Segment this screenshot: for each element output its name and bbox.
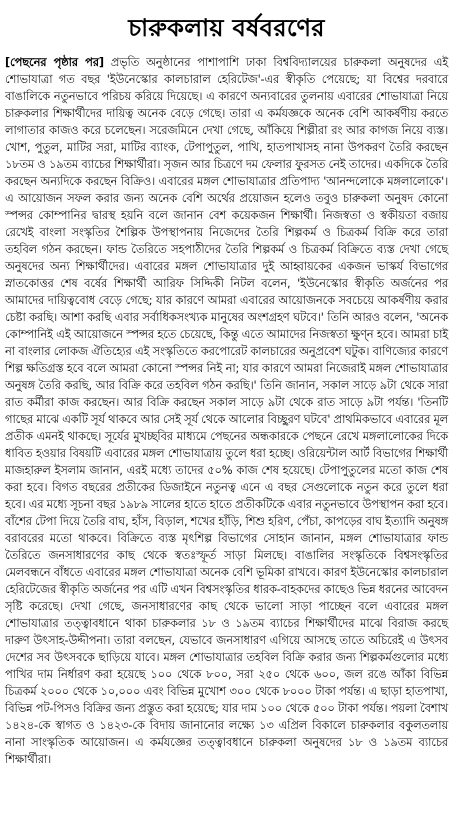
continuation-kicker: [পেছনের পৃষ্ঠার পর] xyxy=(5,55,104,69)
article-body-text: প্রভৃতি অনুষ্ঠানের পাশাপাশি ঢাকা বিশ্ববিদ্যালয়ের চারুকলা অনুষদের এই শোভাযাত্রা গত বছর 'ইউনেস্কোর কালচারাল হেরিটেজ'-এর স্বীকৃতি পেয়েছে; যা বিশ্বের দরবারে বাঙালিকে নতুনভাবে পরিচয় করিয়ে দিয়েছে। এ কারণে অন্যবারের তুলনায় এবারের শোভাযাত্রা নিয়ে চারুকলার শিক্ষার্থীদের দায়িত্ব অনেক বেড়ে গেছে। তারা এ কর্মযজ্ঞকে অনেক বেশি আকর্ষণীয় করতে লাগাতার কাজও করে চলেছেন। সরেজমিনে দেখা গেছে, আঁকিয়ে শিল্পীরা রং আর কাগজ নিয়ে ব্যস্ত। খোশ, পুতুল, মাটির সরা, মাটির ব্যাংক, টেপাপুতুল, পাখি, হাতপাখাসহ নানা উপকরণ তৈরি করছেন ১৮তম ও ১৯তম ব্যাচের শিক্ষার্থীরা। সৃজন আর চিত্রণে দম ফেলার ফুরসত নেই তাদের। একদিকে তৈরি করছেন অন্যদিকে করছেন বিক্রিও। এবারের মঙ্গল শোভাযাত্রার প্রতিপাদ্য 'আনন্দলোকে মঙ্গলালোকে'। এ আয়োজন সফল করার জন্য অনেক বেশি অর্থের প্রয়োজন হলেও তবুও চারুকলা অনুষদ কোনো স্পন্সর কোম্পানির দ্বারস্থ হয়নি বলে জানান বেশ কয়েকজন শিক্ষার্থী। নিজস্বতা ও স্বকীয়তা বজায় রেখেই বাংলা সংস্কৃতির শৈল্পিক উপস্থাপনায় নিজেদের তৈরি শিল্পকর্ম ও চিত্রকর্ম বিক্রি করে তারা তহবিল গঠন করছেন। ফান্ড তৈরিতে সহপাঠীদের তৈরি শিল্পকর্ম ও চিত্রকর্ম বিক্রিতে ব্যস্ত দেখা গেছে অনুষদের অন্য শিক্ষার্থীদের। এবারের মঙ্গল শোভাযাত্রার দুই আহ্বায়কের একজন ভাস্কর্য বিভাগের স্নাতকোত্তর শেষ বর্ষের শিক্ষার্থী আরিফ সিদ্দিকী নিটল বলেন, 'ইউনেস্কোর স্বীকৃতি অর্জনের পর আমাদের দায়িত্ববোধ বেড়ে গেছে; যার কারণে আমরা এবারের আয়োজনকে সবচেয়ে আকর্ষণীয় করার চেষ্টা করছি। আশা করছি এবার সর্বাধিকসংখ্যক মানুষের অংশগ্রহণ ঘটবে।' তিনি আরও বলেন, 'অনেক কোম্পানিই এই আয়োজনে স্পন্সর হতে চেয়েছে, কিন্তু এতে আমাদের নিজস্বতা ক্ষুণ্ন হবে। আমরা চাই না বাংলার লোকজ ঐতিহ্যের এই সংস্কৃতিতে করপোরেট কালচারের অনুপ্রবেশ ঘটুক। বাণিজ্যের কারণে শিল্প ক্ষতিগ্রস্ত হবে বলে আমরা কোনো স্পন্সর নিই না; যার কারণে আমরা নিজেরাই মঙ্গল শোভাযাত্রার অনুষঙ্গ তৈরি করছি, আর বিক্রি করে তহবিল গঠন করছি।' তিনি জানান, সকাল সাড়ে ৯টা থেকে সারা রাত কর্মীরা কাজ করছেন। আর বিক্রি করছেন সকাল সাড়ে ৯টা থেকে রাত সাড়ে ৯টা পর্যন্ত। 'তিনটি গাছের মাঝে একটি সূর্য থাকবে আর সেই সূর্য থেকে আলোর বিচ্ছুরণ ঘটবে' প্রাথমিকভাবে এবারের মূল প্রতীক এমনই থাকছে। সূর্যের মুখচ্ছবির মাধ্যমে পেছনের অন্ধকারকে পেছনে রেখে মঙ্গলালোকের দিকে ধাবিত হওয়ার বিষয়টি এবারের মঙ্গল শোভাযাত্রায় তুলে ধরা হচ্ছে। ওরিয়েন্টাল আর্ট বিভাগের শিক্ষার্থী মাজহারুল ইসলাম জানান, এরই মধ্যে তাদের ৫০% কাজ শেষ হয়েছে। টেপাপুতুলের মতো কাজ শেষ করা হবে। বিগত বছরের প্রতীকের ডিজাইনে নতুনত্ব এনে এ বছর সেগুলোকে নতুন করে তুলে ধরা হবে। এর মধ্যে সূচনা বছর ১৯৮৯ সালের হাতে হাতে প্রতীকটিকে এবার নতুনভাবে উপস্থাপন করা হবে। বাঁশের টেপা দিয়ে তৈরি বাঘ, হাঁস, বিড়াল, শখের হাঁড়ি, শিশু হরিণ, পেঁচা, কাপড়ের বাঘ ইত্যাদি অনুষঙ্গ বরাবরের মতো থাকবে। বিক্রিতে ব্যস্ত মৃৎশিল্প বিভাগের সোহান জানান, মঙ্গল শোভাযাত্রার ফান্ড তৈরিতে জনসাধারণের কাছ থেকে স্বতঃস্ফূর্ত সাড়া মিলছে। বাঙালির সংস্কৃতিকে বিশ্বসংস্কৃতির মেলবন্ধনে বাঁধতে এবারের মঙ্গল শোভাযাত্রা অনেক বেশি ভূমিকা রাখবে। কারণ ইউনেস্কোর কালচারাল হেরিটেজের স্বীকৃতি অর্জনের পর এটি এখন বিশ্বসংস্কৃতির ধারক-বাহকদের কাছেও ভিন্ন ধরনের আবেদন সৃষ্টি করেছে। দেখা গেছে, জনসাধারণের কাছ থেকে ভালো সাড়া পাচ্ছেন বলে এবারের মঙ্গল শোভাযাত্রার তত্ত্বাবধানে থাকা চারুকলার ১৮ ও ১৯তম ব্যাচের শিক্ষার্থীদের মাঝে বিরাজ করছে দারুণ উৎসাহ-উদ্দীপনা। তারা বলছেন, যেভাবে জনসাধারণ এগিয়ে আসছে তাতে অচিরেই এ উৎসব দেশের সব উৎসবকে ছাড়িয়ে যাবে। মঙ্গল শোভাযাত্রার তহবিল বিক্রি করার জন্য শিল্পকর্মগুলোর মধ্যে পাখির দাম নির্ধারণ করা হয়েছে ১০০ থেকে ৮০০, সরা ২৫০ থেকে ৬০০, জল রঙে আঁকা বিভিন্ন চিত্রকর্ম ২০০০ থেকে ১০,০০০ এবং বিভিন্ন মুখোশ ৩০০ থেকে ৮০০০ টাকা পর্যন্ত। এ ছাড়া হাতপাখা, বিভিন্ন পট-পিসও বিক্রির জন্য প্রস্তুত করা হয়েছে; যার দাম ১০০ থেকে ৫০০ টাকা পর্যন্ত। পয়লা বৈশাখ ১৪২৪-কে স্বাগত ও ১৪২৩-কে বিদায় জানানোর লক্ষ্যে ১৩ এপ্রিল বিকালে চারুকলার বকুলতলায় নানা সাংস্কৃতিক আয়োজন। এ কর্মযজ্ঞের তত্ত্বাবধানে চারুকলা অনুষদের ১৮ ও ১৯তম ব্যাচের শিক্ষার্থীরা। xyxy=(5,55,449,766)
article-body xyxy=(5,54,448,768)
article-headline: চারুকলায় বর্ষবরণের xyxy=(128,14,325,42)
